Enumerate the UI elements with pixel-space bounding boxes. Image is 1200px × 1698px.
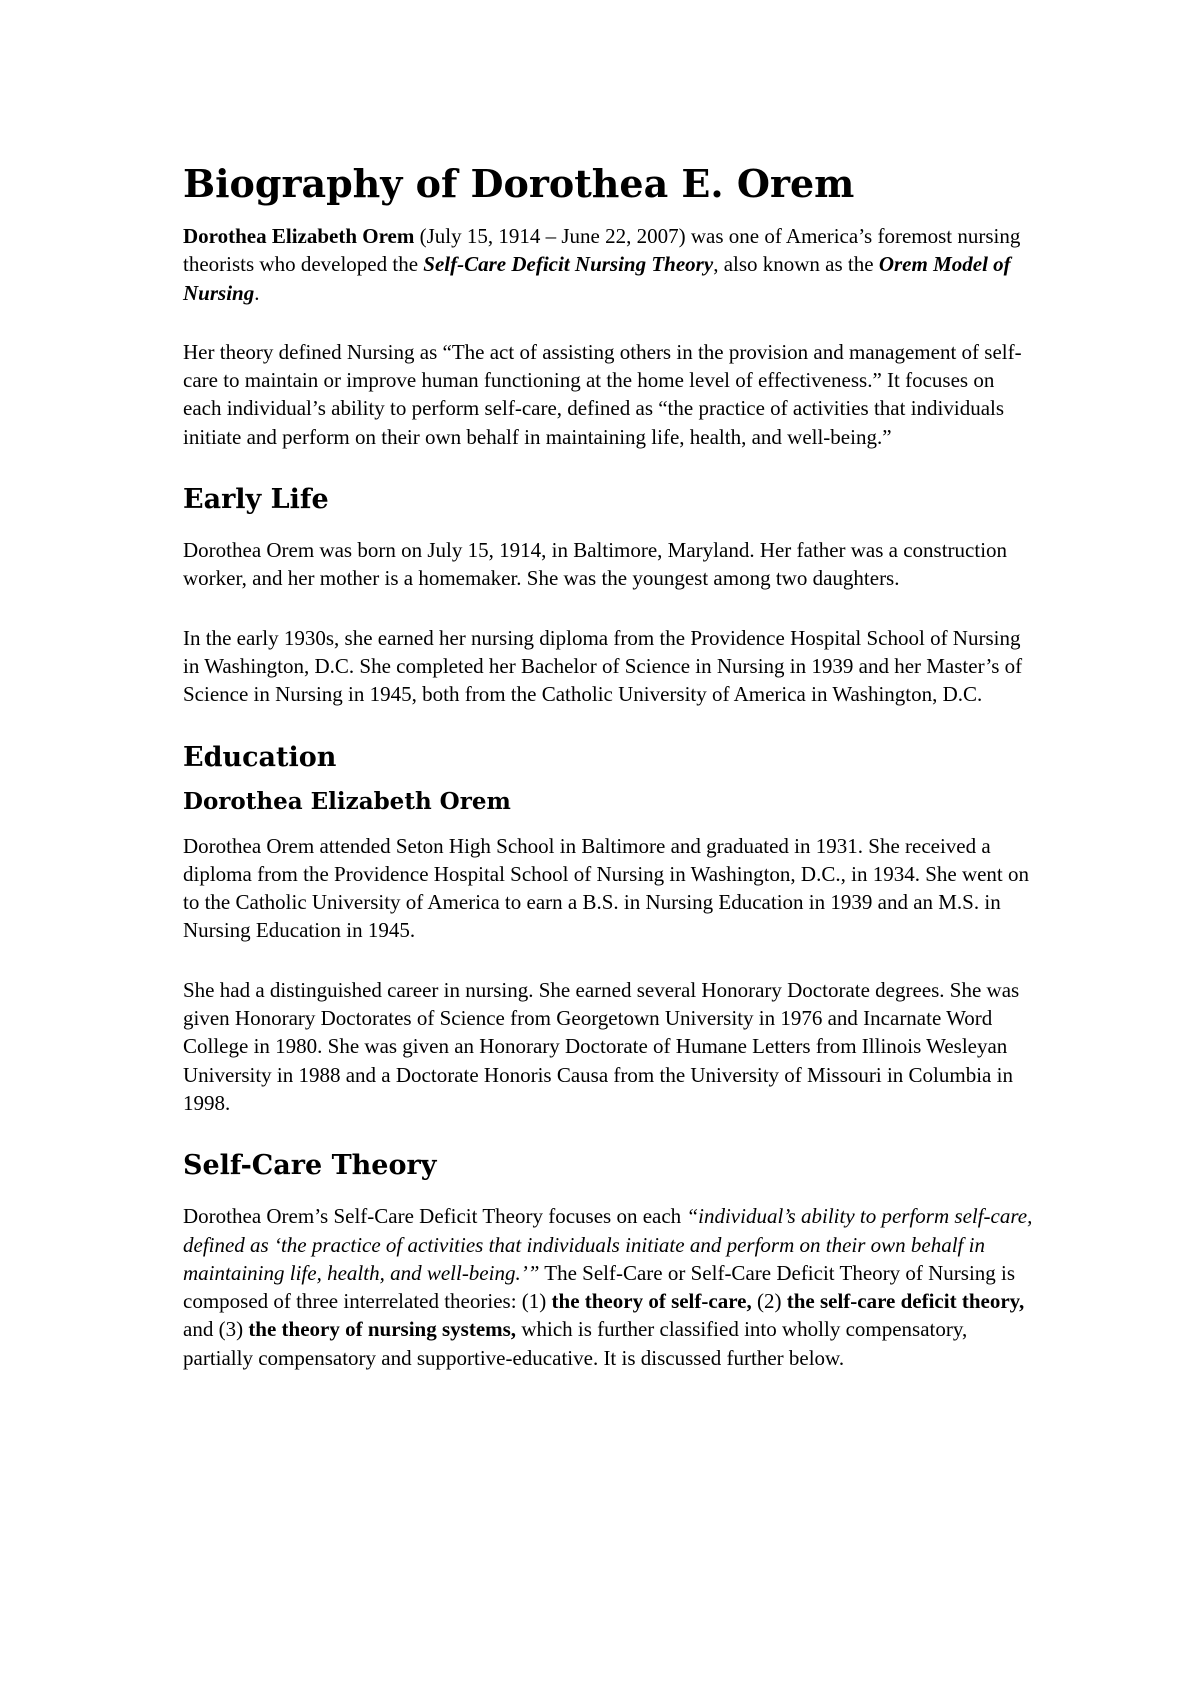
self-care-text-5: which is further classified into wholly compensatory, partially compensatory and supportive-educative. It is discussed further below. (183, 1317, 968, 1370)
education-paragraph-1: Dorothea Orem attended Seton High School in Baltimore and graduated in 1931. She received a diploma from the Providence Hospital School of Nursing in Washington, D.C., in 1934. She went on to the Catholic University of America to earn a B.S. in Nursing Education in 1939 and an M.S. in Nursing Education in 1945. (183, 833, 1030, 943)
education-subheading: Dorothea Elizabeth Orem (183, 787, 511, 815)
early-life-paragraph-2: In the early 1930s, she earned her nursing diploma from the Providence Hospital School of Nursing in Washington, D.C. She completed her Bachelor of Science in Nursing in 1939 and her Master’s of Science in Nursing in 1945, both from the Catholic University of America in Washington, D.C. (183, 625, 1023, 707)
intro-theory-name: Self-Care Deficit Nursing Theory (423, 252, 714, 277)
self-care-text-2: The Self-Care or Self-Care Deficit Theory of Nursing is composed of three interrelated theories: (1) (183, 1260, 1016, 1314)
self-care-text-1: Dorothea Orem’s Self-Care Deficit Theory focuses on each (183, 1204, 687, 1229)
self-care-deficit-theory: the self-care deficit theory, (786, 1289, 1025, 1314)
intro-name: Dorothea Elizabeth Orem (183, 224, 415, 248)
self-care-text-4: and (3) (183, 1317, 249, 1342)
intro-text-2: , also known as the (713, 252, 879, 277)
definition-paragraph: Her theory defined Nursing as “The act of assisting others in the provision and management of self-care to maintain or improve human functioning at the home level of effectiveness.” It focuses on each individual’s ability to perform self-care, defined as “the practice of activities that individuals initiate and perform on their own behalf in maintaining life, health, and well-being.” (183, 339, 1022, 449)
theory-of-nursing-systems: the theory of nursing systems, (248, 1317, 517, 1342)
document-page (183, 160, 1033, 1403)
self-care-paragraph (183, 1202, 1033, 1372)
intro-text-3: . (254, 280, 260, 305)
early-life-paragraph-1: Dorothea Orem was born on July 15, 1914, in Baltimore, Maryland. Her father was a construction worker, and her mother is a homemaker. She was the youngest among two daughters. (183, 538, 1008, 591)
intro-model-name: Orem Model of Nursing (183, 252, 1011, 305)
education-heading: Education (183, 741, 337, 773)
intro-paragraph (183, 222, 1033, 307)
early-life-heading: Early Life (183, 484, 329, 516)
self-care-quote: “individual’s ability to perform self-care, defined as ‘the practice of activities that individuals initiate and perform on their own behalf in maintaining life, health, and well-being.’” (183, 1204, 1033, 1285)
self-care-heading: Self-Care Theory (183, 1150, 437, 1182)
education-paragraph-2: She had a distinguished career in nursing. She earned several Honorary Doctorate degrees. She was given Honorary Doctorates of Science from Georgetown University in 1976 and Incarnate Word College in 1980. She was given an Honorary Doctorate of Humane Letters from Illinois Wesleyan University in 1988 and a Doctorate Honoris Causa from the University of Missouri in Columbia in 1998. (183, 977, 1020, 1115)
self-care-text-3: (2) (751, 1289, 787, 1314)
page-title: Biography of Dorothea E. Orem (183, 161, 855, 206)
intro-text-1: (July 15, 1914 – June 22, 2007) was one of America’s foremost nursing theorists who developed the (183, 224, 1021, 277)
theory-of-self-care: the theory of self-care, (551, 1289, 752, 1314)
